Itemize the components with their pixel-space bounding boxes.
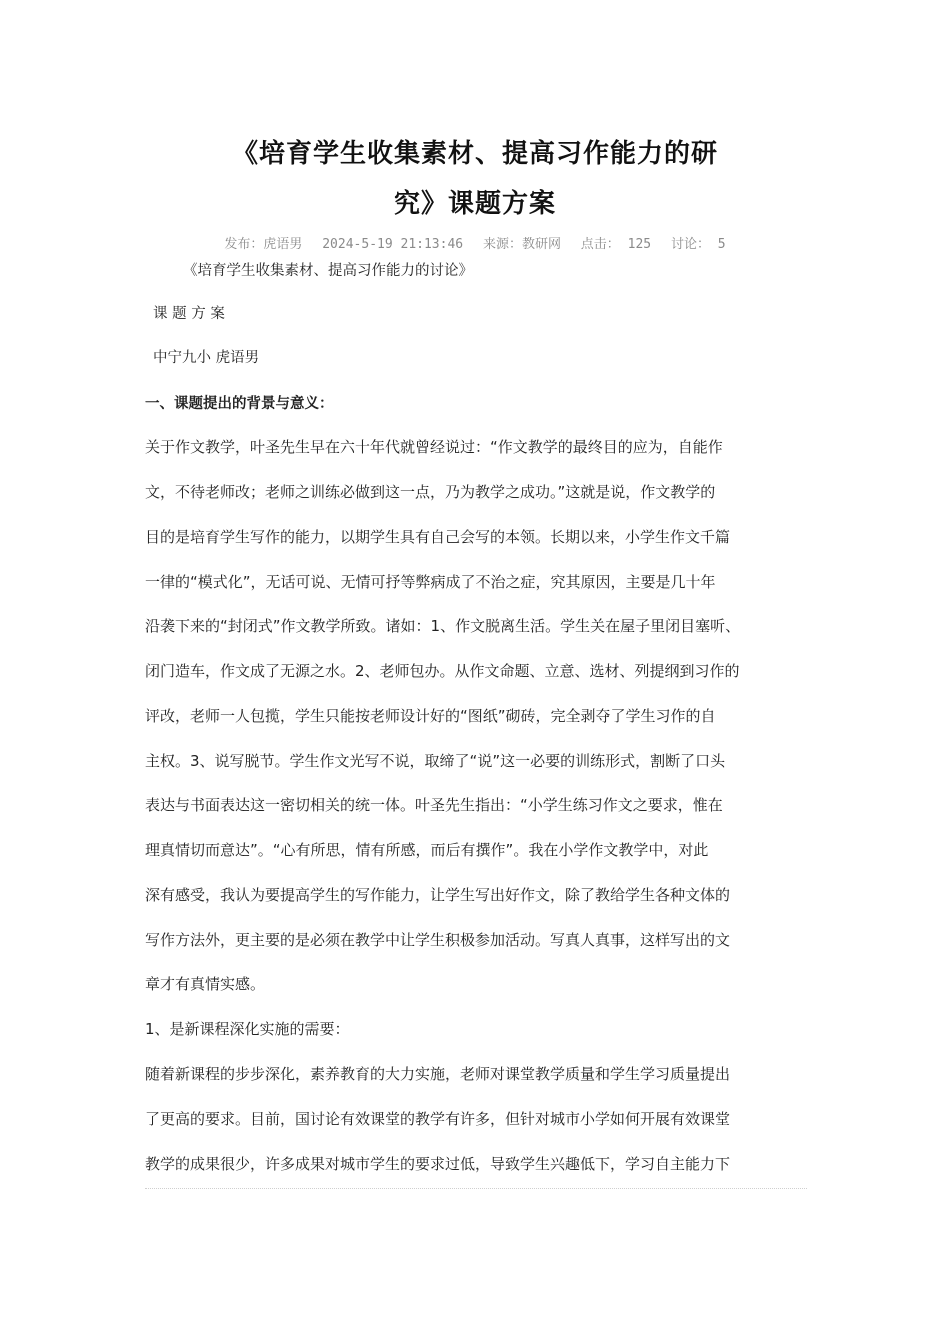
paragraph-1-line: 写作方法外，更主要的是必须在教学中让学生积极参加活动。写真人真事，这样写出的文 (145, 931, 731, 949)
meta-publisher: 发布：虎语男 (224, 237, 303, 252)
paragraph-1-line: 评改，老师一人包揽，学生只能按老师设计好的“图纸”砌砖，完全剥夺了学生习作的自 (145, 707, 716, 725)
paragraph-1-line: 主权。3、说写脱节。学生作文光写不说，取缔了“说”这一必要的训练形式，割断了口头 (145, 752, 726, 770)
paragraph-1-line: 表达与书面表达这一密切相关的统一体。叶圣先生指出：“小学生练习作文之要求，惟在 (145, 796, 723, 814)
paragraph-1-line: 闭门造车，作文成了无源之水。2、老师包办。从作文命题、立意、选材、列提纲到习作的 (145, 662, 740, 680)
meta-source: 来源：教研网 (482, 237, 561, 252)
article-meta (145, 233, 805, 252)
meta-datetime: 2024-5-19 21:13:46 (322, 237, 464, 252)
section-1-heading: 一、课题提出的背景与意义： (145, 396, 334, 412)
meta-clicks: 点击： 125 (580, 237, 652, 252)
paragraph-2-line: 随着新课程的步步深化，素养教育的大力实施，老师对课堂教学质量和学生学习质量提出 (145, 1065, 731, 1083)
paragraph-1-line: 理真情切而意达”。“心有所思，情有所感，而后有撰作”。我在小学作文教学中，对此 (145, 841, 709, 859)
document-title-line-1: 《培育学生收集素材、提高习作能力的研 (231, 139, 718, 169)
paragraph-1-line: 章才有真情实感。 (145, 975, 266, 993)
paragraph-1-line: 一律的“模式化”，无话可说、无情可抒等弊病成了不治之症，究其原因，主要是几十年 (145, 573, 716, 591)
plan-label: 课 题 方 案 (153, 306, 225, 322)
paragraph-2-line: 了更高的要求。目前，国讨论有效课堂的教学有许多，但针对城市小学如何开展有效课堂 (145, 1110, 731, 1128)
paragraph-1-line: 目的是培育学生写作的能力，以期学生具有自己会写的本领。长期以来，小学生作文千篇 (145, 528, 731, 546)
author-line: 中宁九小 虎语男 (153, 350, 260, 366)
paragraph-1-line: 关于作文教学，叶圣先生早在六十年代就曾经说过：“作文教学的最终目的应为，自能作 (145, 438, 723, 456)
point-1-heading: 1、是新课程深化实施的需要： (145, 1020, 350, 1038)
document-title-line-2: 究》课题方案 (393, 189, 556, 219)
meta-comments: 讨论： 5 (670, 237, 726, 252)
subtitle: 《培育学生收集素材、提高习作能力的讨论》 (183, 263, 473, 279)
paragraph-2-line: 教学的成果很少，许多成果对城市学生的要求过低，导致学生兴趣低下，学习自主能力下 (145, 1155, 731, 1173)
paragraph-1-line: 沿袭下来的“封闭式”作文教学所致。诸如：1、作文脱离生活。学生关在屋子里闭目塞听、 (145, 617, 741, 635)
page-divider (145, 1188, 807, 1189)
paragraph-1-line: 文，不待老师改；老师之训练必做到这一点，乃为教学之成功。”这就是说，作文教学的 (145, 483, 716, 501)
paragraph-1-line: 深有感受，我认为要提高学生的写作能力，让学生写出好作文，除了教给学生各种文体的 (145, 886, 731, 904)
